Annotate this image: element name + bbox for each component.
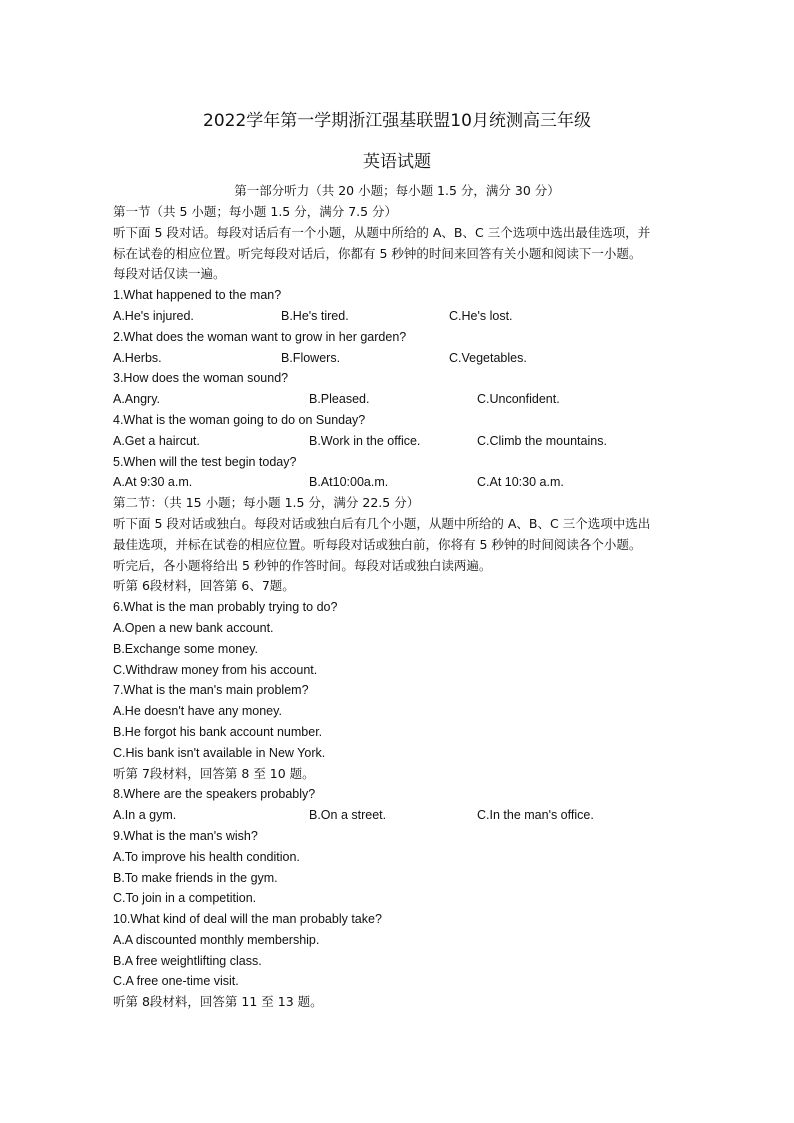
option-a: A.In a gym. bbox=[113, 808, 177, 823]
question-6: 6.What is the man probably trying to do? bbox=[113, 600, 338, 615]
option-c: C.To join in a competition. bbox=[113, 891, 257, 906]
option-c: C.He's lost. bbox=[449, 308, 513, 323]
option-c: C.In the man's office. bbox=[477, 808, 594, 823]
option-c: C.At 10:30 a.m. bbox=[477, 475, 564, 490]
option-b: B.Flowers. bbox=[281, 350, 341, 365]
option-c: C.Vegetables. bbox=[449, 350, 527, 365]
exam-subject: 英语试题 bbox=[363, 152, 431, 172]
options-1 bbox=[113, 306, 703, 327]
option-a: A.Herbs. bbox=[113, 350, 162, 365]
section1-instructions-line: 每段对话仅读一遍。 bbox=[113, 266, 226, 282]
option-c: C.A free one-time visit. bbox=[113, 974, 239, 989]
options-5 bbox=[113, 472, 703, 493]
option-b: B.A free weightlifting class. bbox=[113, 953, 262, 968]
option-c: C.His bank isn't available in New York. bbox=[113, 745, 326, 760]
option-b: B.Exchange some money. bbox=[113, 641, 258, 656]
options-2 bbox=[113, 348, 703, 369]
section2-instructions-line: 听完后，各小题将给出 5 秒钟的作答时间。每段对话或独白读两遍。 bbox=[113, 557, 492, 573]
question-10: 10.What kind of deal will the man probably take? bbox=[113, 912, 382, 927]
option-a: A.He doesn't have any money. bbox=[113, 704, 282, 719]
material-6-note: 听第 6段材料，回答第 6、7题。 bbox=[113, 578, 295, 594]
option-b: B.At10:00a.m. bbox=[309, 475, 389, 490]
section2-instructions-line: 最佳选项，并标在试卷的相应位置。听每段对话或独白前，你将有 5 秒钟的时间阅读各个小题。 bbox=[113, 536, 642, 552]
options-4 bbox=[113, 431, 703, 452]
material-7-note: 听第 7段材料，回答第 8 至 10 题。 bbox=[113, 765, 315, 781]
options-8 bbox=[113, 805, 703, 826]
option-c: C.Climb the mountains. bbox=[477, 433, 607, 448]
exam-body bbox=[113, 202, 703, 1013]
section2-heading: 第二节：（共 15 小题；每小题 1.5 分，满分 22.5 分） bbox=[113, 495, 420, 511]
part1-heading: 第一部分听力（共 20 小题；每小题 1.5 分，满分 30 分） bbox=[234, 183, 560, 198]
material-8-note: 听第 8段材料，回答第 11 至 13 题。 bbox=[113, 994, 323, 1010]
question-3: 3.How does the woman sound? bbox=[113, 371, 289, 386]
question-8: 8.Where are the speakers probably? bbox=[113, 787, 316, 802]
option-b: B.Work in the office. bbox=[309, 433, 421, 448]
option-a: A.Angry. bbox=[113, 392, 161, 407]
question-1: 1.What happened to the man? bbox=[113, 288, 282, 303]
option-c: C.Withdraw money from his account. bbox=[113, 662, 318, 677]
options-3 bbox=[113, 389, 703, 410]
question-9: 9.What is the man's wish? bbox=[113, 828, 258, 843]
option-a: A.A discounted monthly membership. bbox=[113, 932, 320, 947]
exam-title: 2022学年第一学期浙江强基联盟10月统测高三年级 bbox=[203, 111, 591, 131]
question-2: 2.What does the woman want to grow in her garden? bbox=[113, 329, 407, 344]
option-a: A.Open a new bank account. bbox=[113, 620, 274, 635]
section1-instructions-line: 听下面 5 段对话。每段对话后有一个小题，从题中所给的 A、B、C 三个选项中选出最佳选项，并 bbox=[113, 224, 651, 240]
option-b: B.To make friends in the gym. bbox=[113, 870, 278, 885]
option-c: C.Unconfident. bbox=[477, 392, 560, 407]
option-b: B.Pleased. bbox=[309, 392, 370, 407]
question-7: 7.What is the man's main problem? bbox=[113, 683, 309, 698]
option-b: B.He forgot his bank account number. bbox=[113, 724, 323, 739]
option-b: B.On a street. bbox=[309, 808, 387, 823]
option-a: A.Get a haircut. bbox=[113, 433, 200, 448]
section1-heading: 第一节（共 5 小题；每小题 1.5 分，满分 7.5 分） bbox=[113, 204, 398, 219]
question-5: 5.When will the test begin today? bbox=[113, 454, 297, 469]
section2-instructions-line: 听下面 5 段对话或独白。每段对话或独白后有几个小题，从题中所给的 A、B、C 三个选项中选出 bbox=[113, 515, 651, 531]
option-a: A.He's injured. bbox=[113, 308, 194, 323]
question-4: 4.What is the woman going to do on Sunday? bbox=[113, 412, 366, 427]
option-b: B.He's tired. bbox=[281, 308, 349, 323]
option-a: A.To improve his health condition. bbox=[113, 849, 300, 864]
option-a: A.At 9:30 a.m. bbox=[113, 475, 193, 490]
section1-instructions-line: 标在试卷的相应位置。听完每段对话后，你都有 5 秒钟的时间来回答有关小题和阅读下一小题。 bbox=[113, 245, 642, 261]
